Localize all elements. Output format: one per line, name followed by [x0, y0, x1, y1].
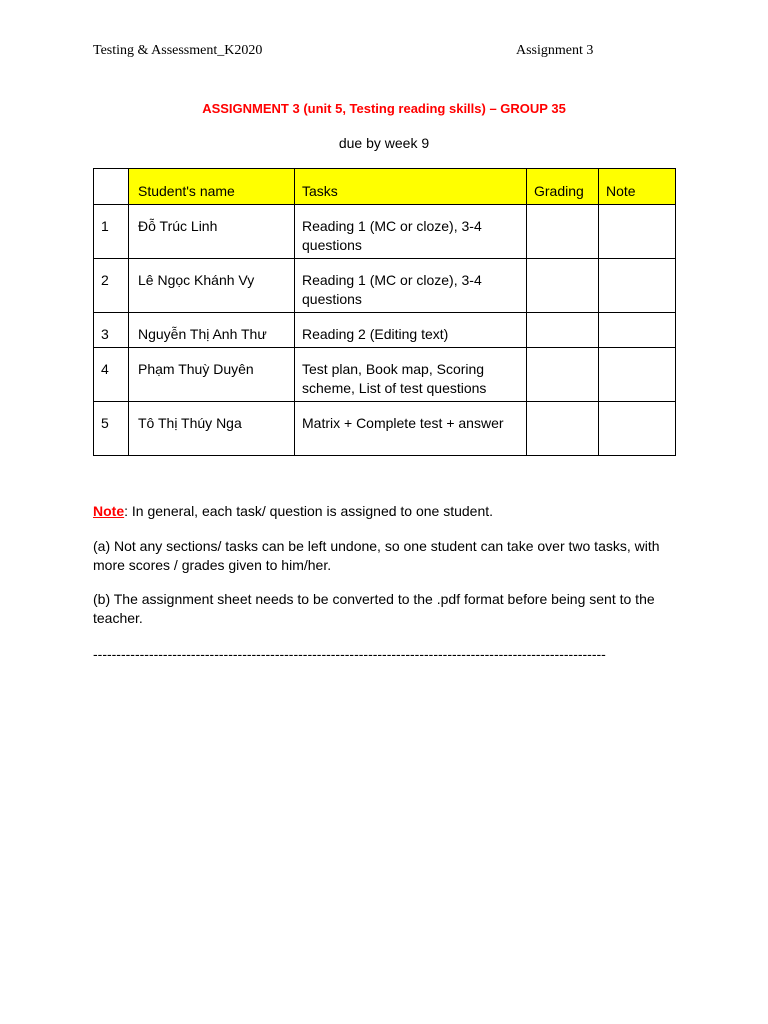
note-cell	[599, 348, 676, 402]
grading-cell	[527, 313, 599, 348]
header-tasks: Tasks	[295, 169, 527, 205]
row-number: 5	[94, 402, 129, 456]
note-cell	[599, 205, 676, 259]
due-date: due by week 9	[338, 135, 430, 151]
task-description: Test plan, Book map, Scoring scheme, List of test questions	[295, 348, 527, 402]
table-row	[94, 259, 676, 313]
row-number: 2	[94, 259, 129, 313]
note-intro	[93, 502, 683, 521]
note-cell	[599, 313, 676, 348]
table-header-row	[94, 169, 676, 205]
table-row	[94, 402, 676, 456]
task-description: Reading 2 (Editing text)	[295, 313, 527, 348]
table-row	[94, 313, 676, 348]
student-name: Lê Ngọc Khánh Vy	[129, 259, 295, 313]
note-cell	[599, 402, 676, 456]
header-note: Note	[599, 169, 676, 205]
note-cell	[599, 259, 676, 313]
table-row	[94, 348, 676, 402]
student-name: Đỗ Trúc Linh	[129, 205, 295, 259]
row-number: 3	[94, 313, 129, 348]
grading-cell	[527, 402, 599, 456]
assignment-table	[93, 168, 676, 456]
note-item-b: (b) The assignment sheet needs to be converted to the .pdf format before being sent to the teacher.	[93, 591, 655, 626]
note-label: Note	[93, 503, 125, 519]
table-row	[94, 205, 676, 259]
row-number: 4	[94, 348, 129, 402]
task-description: Reading 1 (MC or cloze), 3-4 questions	[295, 259, 527, 313]
task-description: Reading 1 (MC or cloze), 3-4 questions	[295, 205, 527, 259]
grading-cell	[527, 259, 599, 313]
task-description: Matrix + Complete test + answer	[295, 402, 527, 456]
row-number: 1	[94, 205, 129, 259]
grading-cell	[527, 348, 599, 402]
student-name: Tô Thị Thúy Nga	[129, 402, 295, 456]
header-course-title: Testing & Assessment_K2020	[93, 43, 263, 58]
dashed-divider: --------------------------------------------------------------------------------------------------------------	[93, 646, 606, 662]
student-name: Nguyễn Thị Anh Thư	[129, 313, 295, 348]
header-student-name: Student's name	[129, 169, 295, 205]
header-grading: Grading	[527, 169, 599, 205]
header-number-cell	[94, 169, 129, 205]
student-name: Phạm Thuỳ Duyên	[129, 348, 295, 402]
header-assignment-label: Assignment 3	[516, 43, 594, 58]
note-intro-text: : In general, each task/ question is assigned to one student.	[124, 503, 494, 519]
assignment-title: ASSIGNMENT 3 (unit 5, Testing reading skills) – GROUP 35	[202, 101, 566, 116]
note-item-a: (a) Not any sections/ tasks can be left undone, so one student can take over two tasks, with more scores / grades given to him/her.	[93, 538, 660, 573]
grading-cell	[527, 205, 599, 259]
